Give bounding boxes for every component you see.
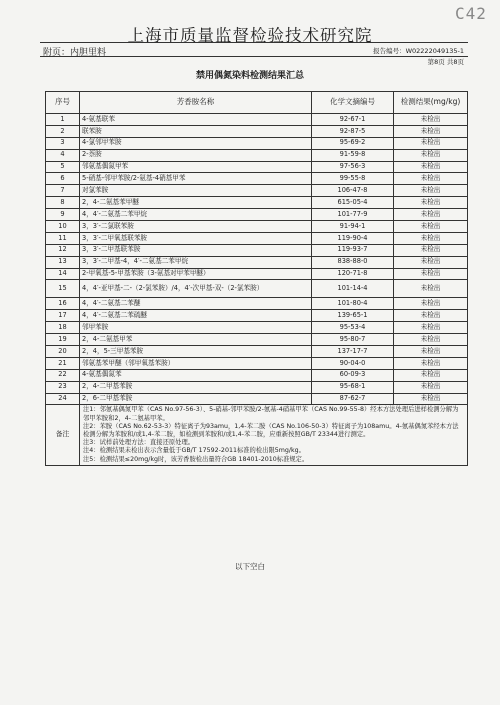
test-result: 未检出 (394, 280, 468, 298)
table-row (46, 346, 468, 358)
page-mark: C42 (455, 4, 487, 23)
amine-name: 3，3′-二甲氧基联苯胺 (80, 232, 312, 244)
notes-label: 备注 (46, 405, 80, 465)
row-number: 9 (46, 209, 80, 221)
test-result: 未检出 (394, 268, 468, 280)
notes-row (46, 405, 468, 465)
table-row (46, 161, 468, 173)
row-number: 19 (46, 334, 80, 346)
note-2: 注2：苯胺（CAS No.62-53-3）特征离子为93amu，1,4-苯二胺（CAS No.106-50-3）特征离子为108amu。4-氨基偶氮苯经本方法检测分解为苯胺和/或1,4-苯二胺，如检测到苯胺和/或1,4-苯二胺，应重新按照GB/T 23344进行测定。 (83, 422, 459, 438)
amine-name: 4，4′-二氨基二苯硫醚 (80, 310, 312, 322)
test-result: 未检出 (394, 334, 468, 346)
cas-number: 97-56-3 (312, 161, 394, 173)
row-number: 23 (46, 381, 80, 393)
test-result: 未检出 (394, 346, 468, 358)
test-result: 未检出 (394, 369, 468, 381)
test-result: 未检出 (394, 244, 468, 256)
note-1: 注1：邻氨基偶氮甲苯（CAS No.97-56-3）、5-硝基-邻甲苯胺/2-氨基-4硝基甲苯（CAS No.99-55-8）经本方法处理后进样检测分解为邻甲苯胺和2，4-二氨基甲苯。 (83, 406, 459, 422)
test-result: 未检出 (394, 381, 468, 393)
note-5: 注5：检测结果≤20mg/kg时，该芳香胺检出量符合GB 18401-2010标准规定。 (83, 455, 309, 463)
cas-number: 119-93-7 (312, 244, 394, 256)
amine-name: 2-甲氧基-5-甲基苯胺（3-氨基对甲苯甲醚） (80, 268, 312, 280)
table-row (46, 185, 468, 197)
header-rule-bottom (40, 56, 468, 57)
amine-name: 邻甲苯胺 (80, 322, 312, 334)
amine-name: 联苯胺 (80, 125, 312, 137)
test-result: 未检出 (394, 149, 468, 161)
table-row (46, 268, 468, 280)
table-row (46, 369, 468, 381)
table-row (46, 137, 468, 149)
test-result: 未检出 (394, 310, 468, 322)
row-number: 4 (46, 149, 80, 161)
amine-name: 4，4′-二氨基二苯甲烷 (80, 209, 312, 221)
amine-name: 2，4-二氨基苯甲醚 (80, 197, 312, 209)
header-rule-top (40, 42, 468, 43)
cas-number: 95-68-1 (312, 381, 394, 393)
table-row (46, 114, 468, 126)
test-result: 未检出 (394, 137, 468, 149)
amine-name: 3，3′-二甲基联苯胺 (80, 244, 312, 256)
note-4: 注4：检测结果未检出表示含量低于GB/T 17592-2011标准的检出限5mg/kg。 (83, 447, 305, 455)
cas-number: 838-88-0 (312, 256, 394, 268)
row-number: 20 (46, 346, 80, 358)
table-row (46, 197, 468, 209)
report-number: 报告编号：W02222049135-1 (373, 47, 464, 55)
cas-number: 139-65-1 (312, 310, 394, 322)
cas-number: 99-55-8 (312, 173, 394, 185)
table-body (46, 114, 468, 405)
table-row (46, 209, 468, 221)
table-row (46, 357, 468, 369)
amine-name: 2，4-二甲基苯胺 (80, 381, 312, 393)
amine-name: 3，3′-二甲基-4，4′-二氨基二苯甲烷 (80, 256, 312, 268)
test-result: 未检出 (394, 221, 468, 233)
header-name: 芳香胺名称 (80, 92, 312, 114)
table-row (46, 334, 468, 346)
page-number: 第8页 共8页 (427, 58, 464, 66)
table-row (46, 280, 468, 298)
header-cas: 化学文摘编号 (312, 92, 394, 114)
row-number: 5 (46, 161, 80, 173)
row-number: 15 (46, 280, 80, 298)
cas-number: 615-05-4 (312, 197, 394, 209)
test-result: 未检出 (394, 209, 468, 221)
amine-name: 3，3′-二氯联苯胺 (80, 221, 312, 233)
test-result: 未检出 (394, 197, 468, 209)
table-row (46, 232, 468, 244)
row-number: 21 (46, 357, 80, 369)
cas-number: 120-71-8 (312, 268, 394, 280)
cas-number: 95-53-4 (312, 322, 394, 334)
cas-number: 137-17-7 (312, 346, 394, 358)
row-number: 10 (46, 221, 80, 233)
row-number: 16 (46, 298, 80, 310)
row-number: 18 (46, 322, 80, 334)
row-number: 7 (46, 185, 80, 197)
table-row (46, 322, 468, 334)
cas-number: 92-67-1 (312, 114, 394, 126)
row-number: 11 (46, 232, 80, 244)
amine-name: 邻氨基苯甲醚（邻甲氧基苯胺） (80, 357, 312, 369)
row-number: 12 (46, 244, 80, 256)
institute-title: 上海市质量监督检验技术研究院 (127, 26, 373, 45)
test-result: 未检出 (394, 322, 468, 334)
amine-name: 邻氨基偶氮甲苯 (80, 161, 312, 173)
table-row (46, 381, 468, 393)
note-3: 注3：试样前处理方法：直接还原处理。 (83, 439, 195, 447)
table-row (46, 393, 468, 405)
row-number: 17 (46, 310, 80, 322)
table-header-row (46, 92, 468, 114)
cas-number: 91-59-8 (312, 149, 394, 161)
table-row (46, 244, 468, 256)
amine-name: 2-萘胺 (80, 149, 312, 161)
test-result: 未检出 (394, 357, 468, 369)
test-result: 未检出 (394, 256, 468, 268)
table-title: 禁用偶氮染料检测结果汇总 (195, 71, 304, 81)
table-row (46, 298, 468, 310)
test-result: 未检出 (394, 173, 468, 185)
amine-name: 5-硝基-邻甲苯胺/2-氨基-4硝基甲苯 (80, 173, 312, 185)
attachment-label: 附页：内胆里料 (43, 48, 107, 58)
amine-name: 2，4，5-三甲基苯胺 (80, 346, 312, 358)
amine-name: 对氯苯胺 (80, 185, 312, 197)
amine-name: 4，4′-亚甲基-二-（2-氯苯胺）/4，4′-次甲基-双-（2-氯苯胺） (80, 280, 312, 298)
table-row (46, 149, 468, 161)
header-result: 检测结果(mg/kg) (394, 92, 468, 114)
table-row (46, 310, 468, 322)
row-number: 8 (46, 197, 80, 209)
cas-number: 106-47-8 (312, 185, 394, 197)
row-number: 2 (46, 125, 80, 137)
table-row (46, 256, 468, 268)
cas-number: 90-04-0 (312, 357, 394, 369)
cas-number: 95-80-7 (312, 334, 394, 346)
test-result: 未检出 (394, 393, 468, 405)
table-row (46, 125, 468, 137)
amine-name: 2，6-二甲基苯胺 (80, 393, 312, 405)
row-number: 13 (46, 256, 80, 268)
row-number: 14 (46, 268, 80, 280)
table-row (46, 221, 468, 233)
cas-number: 87-62-7 (312, 393, 394, 405)
test-result: 未检出 (394, 114, 468, 126)
cas-number: 95-69-2 (312, 137, 394, 149)
amine-name: 4-氯邻甲苯胺 (80, 137, 312, 149)
amine-name: 4，4′-二氨基二苯醚 (80, 298, 312, 310)
cas-number: 101-14-4 (312, 280, 394, 298)
row-number: 6 (46, 173, 80, 185)
test-result: 未检出 (394, 161, 468, 173)
amine-name: 4-氨基偶氮苯 (80, 369, 312, 381)
footer-blank-note: 以下空白 (235, 562, 265, 571)
cas-number: 60-09-3 (312, 369, 394, 381)
row-number: 22 (46, 369, 80, 381)
cas-number: 101-80-4 (312, 298, 394, 310)
test-result: 未检出 (394, 185, 468, 197)
amine-name: 2，4-二氨基甲苯 (80, 334, 312, 346)
row-number: 24 (46, 393, 80, 405)
notes-content (80, 405, 468, 465)
table-row (46, 173, 468, 185)
cas-number: 91-94-1 (312, 221, 394, 233)
header-no: 序号 (46, 92, 80, 114)
results-table (45, 91, 468, 466)
cas-number: 101-77-9 (312, 209, 394, 221)
test-result: 未检出 (394, 232, 468, 244)
row-number: 1 (46, 114, 80, 126)
cas-number: 92-87-5 (312, 125, 394, 137)
cas-number: 119-90-4 (312, 232, 394, 244)
amine-name: 4-氨基联苯 (80, 114, 312, 126)
test-result: 未检出 (394, 298, 468, 310)
row-number: 3 (46, 137, 80, 149)
test-result: 未检出 (394, 125, 468, 137)
